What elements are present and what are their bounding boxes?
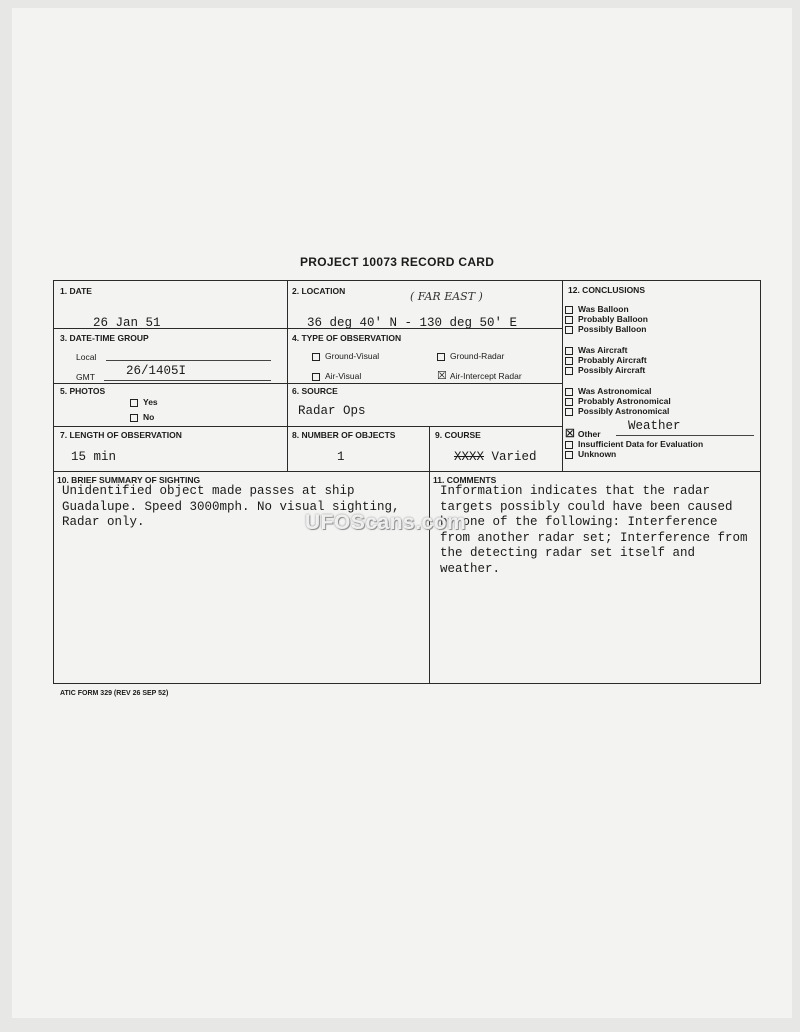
dtg-gmt-value: 26/1405I (126, 364, 187, 378)
conclusion-item: Probably Astronomical (565, 396, 671, 406)
dtg-local-label: Local (76, 352, 97, 362)
summary-label: 10. BRIEF SUMMARY OF SIGHTING (57, 475, 201, 485)
location-label: 2. LOCATION (292, 286, 346, 296)
divider (54, 471, 760, 472)
photos-no: No (130, 412, 154, 422)
type-option-air-visual: Air-Visual (312, 371, 361, 381)
date-value: 26 Jan 51 (93, 316, 161, 330)
conclusion-item: Possibly Astronomical (565, 406, 669, 416)
conclusion-item: Was Aircraft (565, 345, 627, 355)
type-option-ground-visual: Ground-Visual (312, 351, 379, 361)
conclusion-item: Insufficient Data for Evaluation (565, 439, 703, 449)
conclusion-item-other: ☒ Other (565, 428, 601, 440)
conclusion-item: Was Astronomical (565, 386, 652, 396)
other-underline (616, 435, 754, 436)
comments-label: 11. COMMENTS (433, 475, 497, 485)
conclusion-item: Unknown (565, 449, 616, 459)
conclusion-item: Probably Balloon (565, 314, 648, 324)
type-obs-label: 4. TYPE OF OBSERVATION (292, 333, 402, 343)
checked-box-icon: ☒ (437, 370, 447, 382)
gmt-underline (104, 380, 271, 381)
num-objects-value: 1 (337, 450, 345, 464)
source-value: Radar Ops (298, 404, 366, 418)
checked-box-icon: ☒ (565, 428, 575, 440)
type-option-ground-radar: Ground-Radar (437, 351, 504, 361)
conclusion-item: Probably Aircraft (565, 355, 647, 365)
dtg-label: 3. DATE-TIME GROUP (60, 333, 149, 343)
course-label: 9. COURSE (435, 430, 481, 440)
summary-text: Unidentified object made passes at ship Guadalupe. Speed 3000mph. No visual sighting, Radar only. (62, 484, 400, 529)
divider (429, 426, 430, 683)
comments-text: Information indicates that the radar targets possibly could have been caused by one of the following: Interference from another radar set; Interference from the detecting radar set itself and weather. (440, 484, 748, 576)
divider (287, 281, 288, 471)
type-option-air-intercept-radar: ☒ Air-Intercept Radar (437, 370, 522, 382)
form-id: ATIC FORM 329 (REV 26 SEP 52) (60, 690, 169, 697)
divider (54, 383, 562, 384)
location-value: 36 deg 40' N - 130 deg 50' E (307, 316, 518, 330)
num-objects-label: 8. NUMBER OF OBJECTS (292, 430, 396, 440)
length-label: 7. LENGTH OF OBSERVATION (60, 430, 182, 440)
dtg-gmt-label: GMT (76, 372, 95, 382)
conclusion-item: Possibly Balloon (565, 324, 647, 334)
conclusions-label: 12. CONCLUSIONS (568, 285, 645, 295)
conclusion-item: Was Balloon (565, 304, 629, 314)
card-title: PROJECT 10073 RECORD CARD (300, 255, 495, 269)
photos-label: 5. PHOTOS (60, 386, 106, 396)
photos-yes: Yes (130, 397, 158, 407)
conclusion-item: Possibly Aircraft (565, 365, 645, 375)
course-value: XXXX Varied (454, 450, 537, 464)
divider (54, 426, 562, 427)
date-label: 1. DATE (60, 286, 92, 296)
local-underline (106, 360, 271, 361)
source-label: 6. SOURCE (292, 386, 338, 396)
location-note: ( FAR EAST ) (410, 290, 483, 303)
watermark: UFOScans.com (305, 511, 467, 534)
conclusion-other-value: Weather (628, 419, 681, 433)
divider (562, 281, 563, 471)
length-value: 15 min (71, 450, 117, 464)
